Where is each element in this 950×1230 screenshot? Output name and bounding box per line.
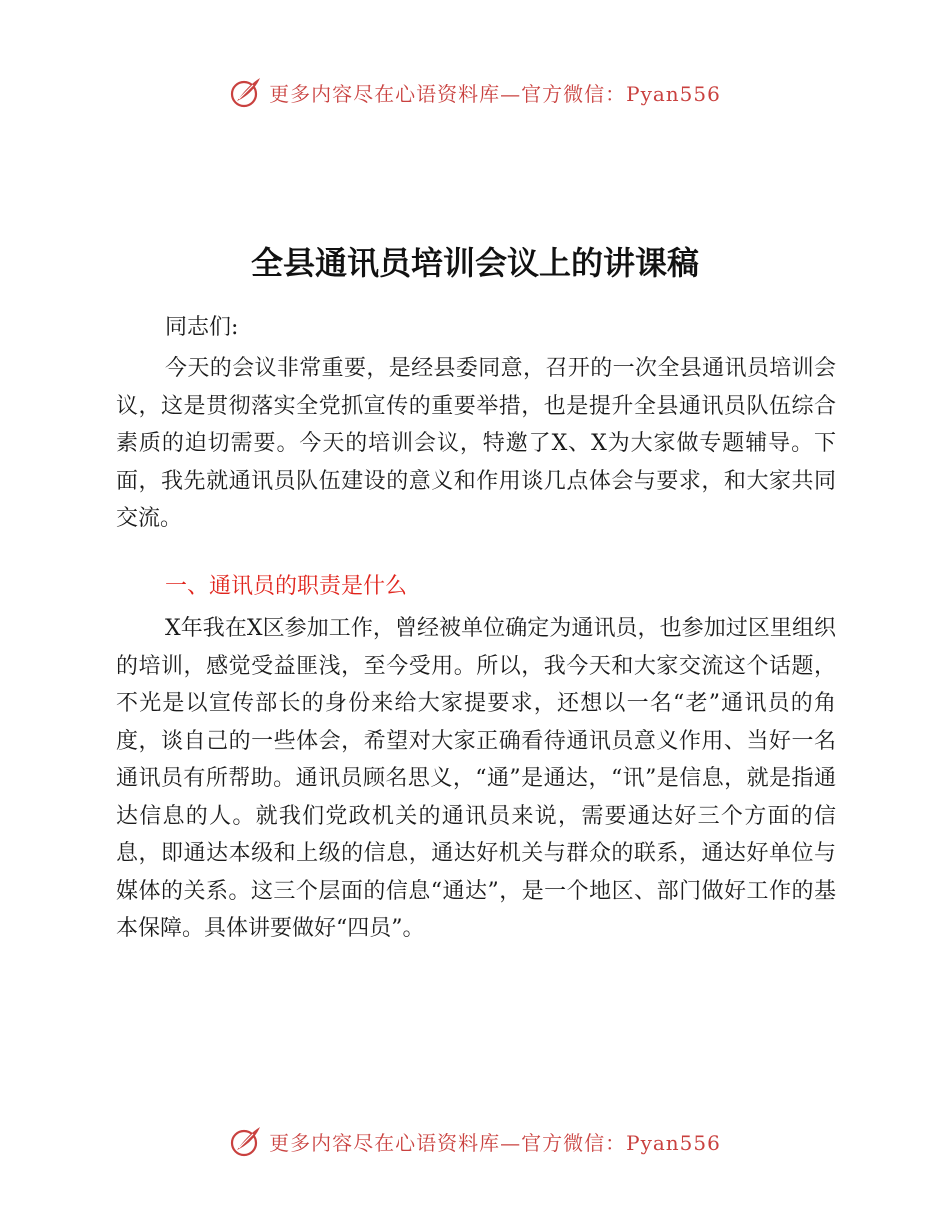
footer-watermark bbox=[0, 1121, 950, 1161]
watermark-text: 更多内容尽在心语资料库—官方微信：Pyan556 bbox=[269, 1130, 721, 1155]
watermark-text: 更多内容尽在心语资料库—官方微信：Pyan556 bbox=[269, 81, 721, 106]
feather-pen-logo-icon bbox=[229, 75, 263, 109]
section-heading: 一、通讯员的职责是什么 bbox=[165, 574, 408, 599]
document-title: 全县通讯员培训会议上的讲课稿 bbox=[250, 244, 699, 282]
feather-pen-logo-icon bbox=[229, 1124, 263, 1158]
paragraph-intro: 今天的会议非常重要，是经县委同意，召开的一次全县通讯员培训会议，这是贯彻落实全党抓宣传的重要举措，也是提升全县通讯员队伍综合素质的迫切需要。今天的培训会议，特邀了X、X为大家做专题辅导。下面，我先就通讯员队伍建设的意义和作用谈几点体会与要求，和大家共同交流。 bbox=[116, 356, 836, 531]
salutation: 同志们: bbox=[165, 315, 239, 340]
paragraph-duties: X年我在X区参加工作，曾经被单位确定为通讯员，也参加过区里组织的培训，感觉受益匪浅，至今受用。所以，我今天和大家交流这个话题，不光是以宣传部长的身份来给大家提要求，还想以一名“老”通讯员的角度，谈自己的一些体会，希望对大家正确看待通讯员意义作用、当好一名通讯员有所帮助。通讯员顾名思义，“通”是通达，“讯”是信息，就是指通达信息的人。就我们党政机关的通讯员来说，需要通达好三个方面的信息，即通达本级和上级的信息，通达好机关与群众的联系，通达好单位与媒体的关系。这三个层面的信息“通达”，是一个地区、部门做好工作的基本保障。具体讲要做好“四员”。 bbox=[116, 616, 836, 941]
header-watermark bbox=[0, 72, 950, 112]
